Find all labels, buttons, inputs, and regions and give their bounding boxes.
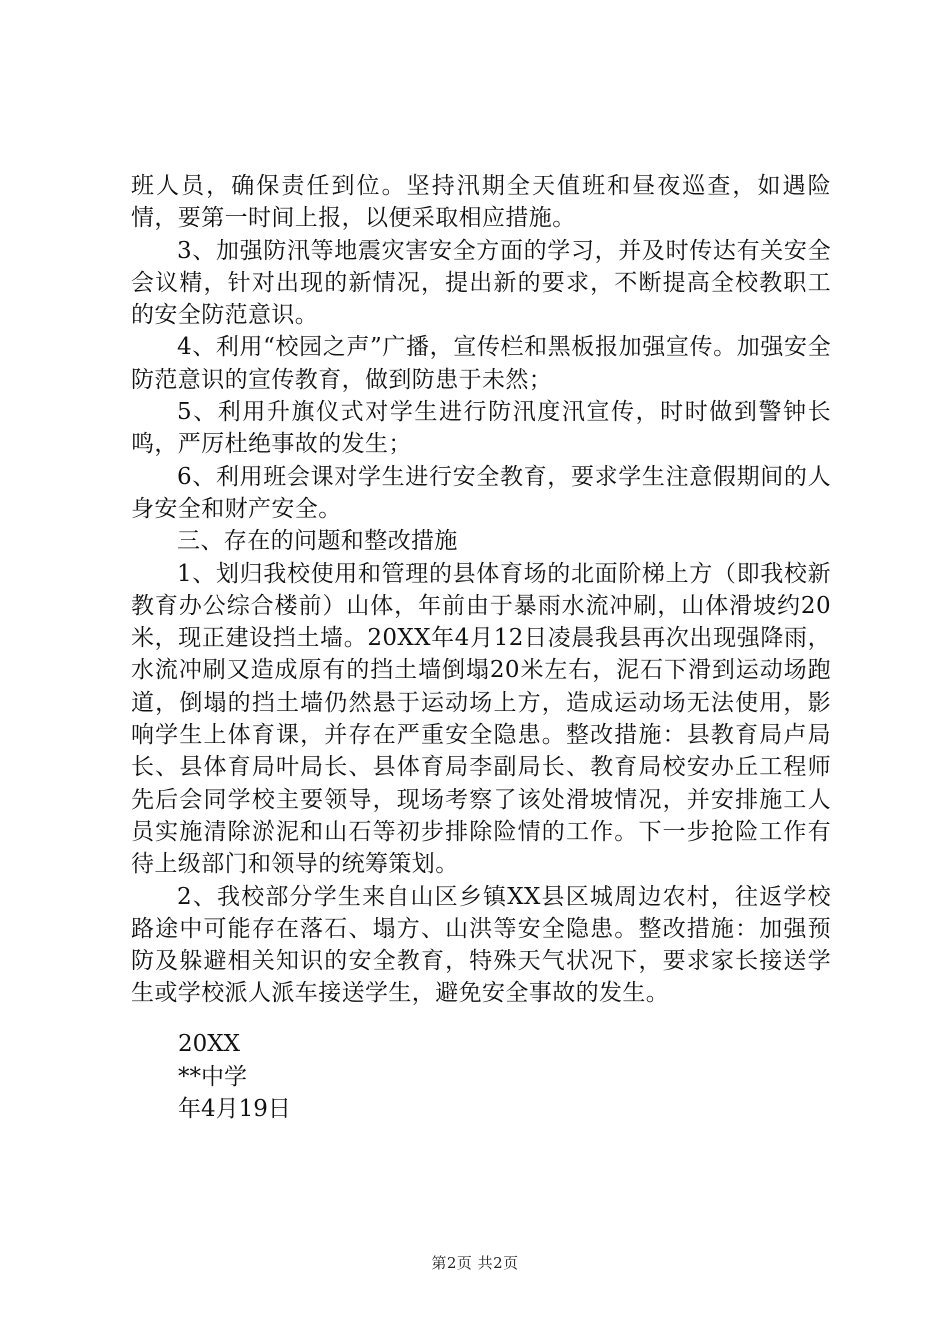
closing-date: 年4月19日 xyxy=(178,1096,291,1122)
signature-block xyxy=(178,1028,291,1126)
document-body xyxy=(131,170,831,1010)
paragraph-item-6: 6、利用班会课对学生进行安全教育，要求学生注意假期间的人身安全和财产安全。 xyxy=(131,463,831,522)
paragraph-item-3: 3、加强防汛等地震灾害安全方面的学习，并及时传达有关安全会议精，针对出现的新情况，提出新的要求，不断提高全校教职工的安全防范意识。 xyxy=(131,237,831,329)
section-heading-problems: 三、存在的问题和整改措施 xyxy=(177,528,458,555)
paragraph-item-5: 5、利用升旗仪式对学生进行防汛度汛宣传，时时做到警钟长鸣，严厉杜绝事故的发生； xyxy=(131,399,831,458)
paragraph-continued: 班人员，确保责任到位。坚持汛期全天值班和昼夜巡查，如遇险情，要第一时间上报，以便采取相应措施。 xyxy=(131,173,831,232)
paragraph-problem-2: 2、我校部分学生来自山区乡镇XX县区城周边农村，往返学校路途中可能存在落石、塌方、山洪等安全隐患。整改措施：加强预防及躲避相关知识的安全教育，特殊天气状况下，要求家长接送学生或学校派人派车接送学生，避免安全事故的发生。 xyxy=(131,883,831,1007)
closing-organization: **中学 xyxy=(178,1063,247,1090)
page-number-footer: 第2页 共2页 xyxy=(431,1254,519,1272)
closing-year: 20XX xyxy=(178,1031,241,1057)
paragraph-problem-1: 1、划归我校使用和管理的县体育场的北面阶梯上方（即我校新教育办公综合楼前）山体，年前由于暴雨水流冲刷，山体滑坡约20米，现正建设挡土墙。20XX年4月12日凌晨我县再次出现强降雨，水流冲刷又造成原有的挡土墙倒塌20米左右，泥石下滑到运动场跑道，倒塌的挡土墙仍然悬于运动场上方，造成运动场无法使用，影响学生上体育课，并存在严重安全隐患。整改措施：县教育局卢局长、县体育局叶局长、县体育局李副局长、教育局校安办丘工程师先后会同学校主要领导，现场考察了该处滑坡情况，并安排施工人员实施清除淤泥和山石等初步排除险情的工作。下一步抢险工作有待上级部门和领导的统筹策划。 xyxy=(131,560,831,878)
paragraph-item-4: 4、利用“校园之声”广播，宣传栏和黑板报加强宣传。加强安全防范意识的宣传教育，做到防患于未然； xyxy=(131,334,831,393)
